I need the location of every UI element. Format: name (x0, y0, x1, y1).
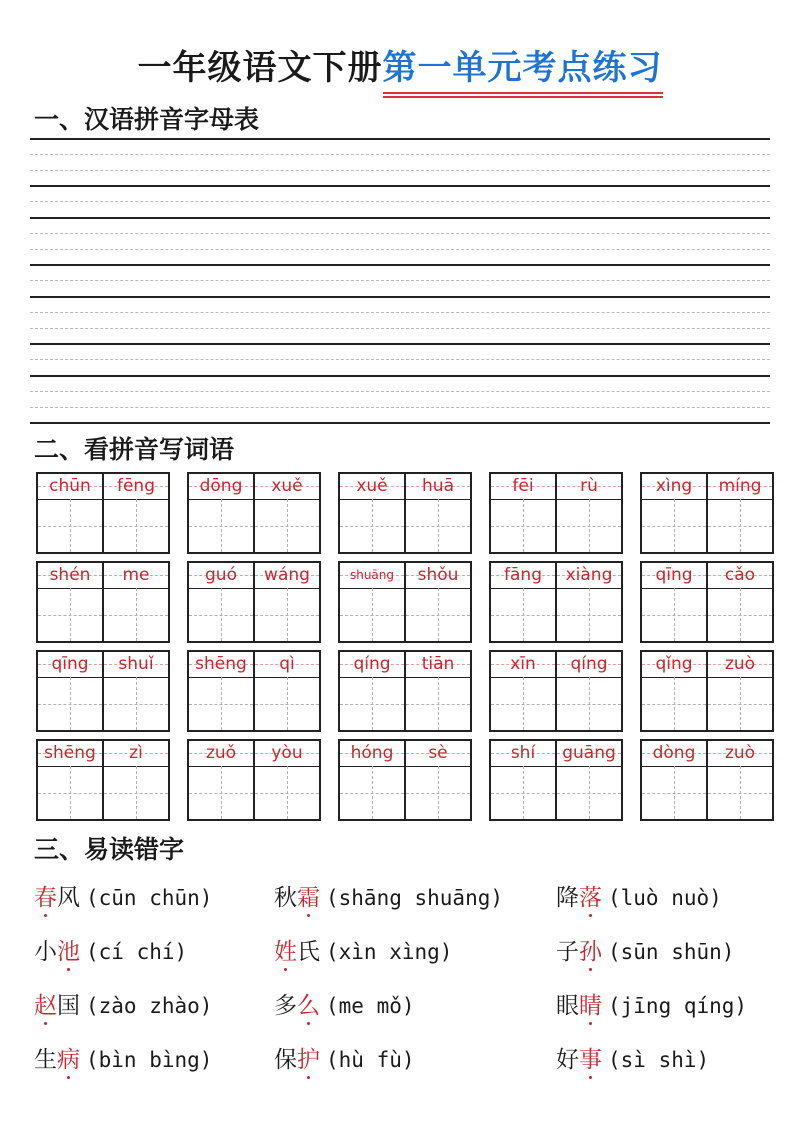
pinyin-choices[interactable]: (bìn bìng) (86, 1047, 213, 1072)
pinyin-label (708, 474, 772, 500)
tianzige-box[interactable] (491, 499, 555, 552)
pinyin-text: shǒu (417, 565, 459, 585)
misread-item (274, 933, 556, 966)
char-cell[interactable] (491, 563, 555, 641)
tianzige-box[interactable] (708, 766, 772, 819)
char-cell[interactable] (706, 474, 772, 552)
pinyin-text: huā (422, 476, 454, 496)
tianzige-box[interactable] (189, 499, 253, 552)
misread-item (34, 933, 274, 966)
misread-item (274, 987, 556, 1020)
pinyin-text: rù (580, 476, 598, 496)
pinyin-text: yòu (271, 743, 303, 763)
pinyin-label (406, 563, 470, 589)
tianzige-box[interactable] (406, 677, 470, 730)
word-box (36, 561, 170, 643)
word-char: 国 (57, 992, 80, 1019)
misread-item (274, 1041, 556, 1074)
char-cell[interactable] (38, 474, 102, 552)
char-cell[interactable] (491, 652, 555, 730)
char-cell[interactable] (189, 652, 253, 730)
word-char: 落 (579, 884, 602, 911)
pinyin-text: shén (49, 565, 91, 585)
title-underline (383, 92, 663, 94)
pinyin-label (255, 474, 319, 500)
pinyin-text: míng (718, 476, 762, 496)
misread-item (34, 879, 274, 912)
char-cell[interactable] (404, 563, 470, 641)
char-cell[interactable] (706, 563, 772, 641)
tianzige-box[interactable] (104, 588, 168, 641)
tianzige-box[interactable] (340, 766, 404, 819)
char-cell[interactable] (189, 741, 253, 819)
tianzige-box[interactable] (406, 766, 470, 819)
word-box (36, 650, 170, 732)
grid-row (36, 650, 776, 739)
pinyin-text: xīn (510, 654, 536, 674)
pinyin-label (642, 741, 706, 767)
section2-heading: 二、看拼音写词语 (34, 435, 235, 464)
char-cell[interactable] (642, 652, 706, 730)
pinyin-label (38, 741, 102, 767)
tianzige-box[interactable] (491, 588, 555, 641)
pinyin-text: xuě (356, 476, 388, 496)
char-cell[interactable] (491, 741, 555, 819)
misread-row (34, 976, 784, 1030)
writing-band[interactable] (30, 375, 770, 425)
char-cell[interactable] (404, 741, 470, 819)
tianzige-box[interactable] (491, 677, 555, 730)
char-cell[interactable] (555, 563, 621, 641)
word-char: 子 (556, 938, 579, 965)
tianzige-box[interactable] (255, 677, 319, 730)
pinyin-label (557, 652, 621, 678)
tianzige-box[interactable] (255, 588, 319, 641)
tianzige-box[interactable] (340, 677, 404, 730)
misread-row (34, 868, 784, 922)
char-cell[interactable] (642, 563, 706, 641)
char-cell[interactable] (340, 741, 404, 819)
writing-band[interactable] (30, 138, 770, 217)
tianzige-box[interactable] (642, 588, 706, 641)
pinyin-text: qíng (570, 654, 608, 674)
pinyin-label (255, 741, 319, 767)
pinyin-text: hóng (350, 743, 394, 763)
pinyin-label (104, 563, 168, 589)
pinyin-choices[interactable]: (hù fù) (326, 1047, 415, 1072)
pinyin-label (189, 563, 253, 589)
pinyin-choices[interactable]: (jīng qíng) (608, 993, 748, 1018)
word-char: 氏 (297, 938, 320, 965)
tianzige-box[interactable] (189, 677, 253, 730)
tianzige-box[interactable] (557, 588, 621, 641)
misread-item (556, 1041, 784, 1074)
pinyin-text: fēi (512, 476, 534, 496)
grid-row (36, 561, 776, 650)
char-cell[interactable] (706, 741, 772, 819)
word-char: 多 (274, 992, 297, 1019)
pinyin-label (491, 652, 555, 678)
word-char: 池 (57, 938, 80, 965)
pinyin-text: qīng (51, 654, 89, 674)
pinyin-text: xìng (655, 476, 693, 496)
tianzige-box[interactable] (642, 677, 706, 730)
tianzige-box[interactable] (557, 677, 621, 730)
writing-band[interactable] (30, 296, 770, 375)
word-char: 事 (579, 1046, 602, 1073)
char-cell[interactable] (404, 652, 470, 730)
word-char: 么 (297, 992, 320, 1019)
pinyin-text: xiàng (565, 565, 613, 585)
pinyin-text: wáng (264, 565, 310, 585)
tianzige-box[interactable] (406, 499, 470, 552)
tianzige-box[interactable] (255, 499, 319, 552)
tianzige-box[interactable] (557, 499, 621, 552)
title-part2-text: 第一单元考点练习 (382, 48, 663, 88)
char-cell[interactable] (253, 652, 319, 730)
tianzige-box[interactable] (189, 766, 253, 819)
pinyin-text: qì (279, 654, 295, 674)
word-char: 孙 (579, 938, 602, 965)
tianzige-box[interactable] (557, 766, 621, 819)
word-char: 生 (34, 1046, 57, 1073)
char-cell[interactable] (253, 474, 319, 552)
char-cell[interactable] (491, 474, 555, 552)
misread-item (34, 987, 274, 1020)
word-box (640, 561, 774, 643)
word-box (187, 739, 321, 821)
word-char: 春 (34, 884, 57, 911)
word-box (489, 561, 623, 643)
pinyin-label (406, 474, 470, 500)
word-char: 睛 (579, 992, 602, 1019)
pinyin-choices[interactable]: (cūn chūn) (86, 885, 213, 910)
pinyin-choices[interactable]: (sūn shūn) (608, 939, 735, 964)
pinyin-text: cǎo (724, 565, 756, 585)
tianzige-box[interactable] (38, 766, 102, 819)
word-box (187, 650, 321, 732)
tianzige-box[interactable] (406, 588, 470, 641)
pinyin-label (642, 474, 706, 500)
word-box (489, 739, 623, 821)
char-cell[interactable] (555, 652, 621, 730)
pinyin-text: shuāng (349, 568, 395, 582)
tianzige-box[interactable] (340, 588, 404, 641)
pinyin-text: sè (428, 743, 448, 763)
misread-item (556, 933, 784, 966)
char-cell[interactable] (555, 474, 621, 552)
word-char: 护 (297, 1046, 320, 1073)
pinyin-label (557, 474, 621, 500)
tianzige-box[interactable] (255, 766, 319, 819)
pinyin-text: shí (510, 743, 536, 763)
word-char: 降 (556, 884, 579, 911)
title-part2 (383, 48, 663, 88)
pinyin-label (38, 563, 102, 589)
word-box (187, 472, 321, 554)
pinyin-text: tiān (421, 654, 455, 674)
word-box (338, 739, 472, 821)
char-cell[interactable] (38, 741, 102, 819)
pinyin-label (642, 652, 706, 678)
tianzige-box[interactable] (104, 499, 168, 552)
pinyin-label (491, 741, 555, 767)
pinyin-label (104, 474, 168, 500)
pinyin-choices[interactable]: (zào zhào) (86, 993, 213, 1018)
pinyin-text: qíng (353, 654, 391, 674)
pinyin-writing-grid (36, 472, 776, 828)
word-char: 病 (57, 1046, 80, 1073)
pinyin-text: shuǐ (118, 654, 154, 674)
pinyin-text: zuò (724, 654, 756, 674)
char-cell[interactable] (253, 563, 319, 641)
pinyin-label (491, 563, 555, 589)
pinyin-text: zuò (724, 743, 756, 763)
word-char: 小 (34, 938, 57, 965)
tianzige-box[interactable] (189, 588, 253, 641)
pinyin-label (708, 652, 772, 678)
tianzige-box[interactable] (38, 677, 102, 730)
char-cell[interactable] (340, 652, 404, 730)
tianzige-box[interactable] (340, 499, 404, 552)
word-box (187, 561, 321, 643)
misread-row (34, 1030, 784, 1084)
misread-item (556, 879, 784, 912)
char-cell[interactable] (189, 563, 253, 641)
word-box (36, 739, 170, 821)
char-cell[interactable] (38, 652, 102, 730)
pinyin-label (104, 652, 168, 678)
tianzige-box[interactable] (642, 766, 706, 819)
char-cell[interactable] (555, 741, 621, 819)
word-char: 姓 (274, 938, 297, 965)
pinyin-text: fāng (504, 565, 542, 585)
title-part1: 一年级语文下册 (137, 48, 383, 88)
grid-row (36, 472, 776, 561)
pinyin-text: dōng (199, 476, 243, 496)
char-cell[interactable] (102, 474, 168, 552)
word-box (489, 650, 623, 732)
pinyin-choices[interactable]: (xìn xìng) (326, 939, 453, 964)
grid-row (36, 739, 776, 828)
pinyin-label (104, 741, 168, 767)
pinyin-label (255, 563, 319, 589)
char-cell[interactable] (642, 474, 706, 552)
pinyin-label (557, 563, 621, 589)
title-underline-2 (383, 96, 663, 98)
char-cell[interactable] (38, 563, 102, 641)
pinyin-label (340, 741, 404, 767)
char-cell[interactable] (189, 474, 253, 552)
pinyin-text: shēng (195, 654, 247, 674)
pinyin-label (189, 741, 253, 767)
word-box (36, 472, 170, 554)
word-char: 赵 (34, 992, 57, 1019)
word-char: 保 (274, 1046, 297, 1073)
pinyin-text: shēng (44, 743, 96, 763)
pinyin-label (406, 741, 470, 767)
tianzige-box[interactable] (104, 766, 168, 819)
pinyin-label (189, 474, 253, 500)
pinyin-label (340, 474, 404, 500)
pinyin-text: guó (205, 565, 237, 585)
pinyin-label (406, 652, 470, 678)
char-cell[interactable] (340, 474, 404, 552)
pinyin-text: dòng (652, 743, 696, 763)
char-cell[interactable] (102, 741, 168, 819)
pinyin-label (38, 652, 102, 678)
word-char: 好 (556, 1046, 579, 1073)
alphabet-writing-lines[interactable] (30, 138, 770, 428)
word-box (640, 650, 774, 732)
word-box (640, 472, 774, 554)
pinyin-text: xuě (271, 476, 303, 496)
word-box (338, 472, 472, 554)
pinyin-label (340, 652, 404, 678)
tianzige-box[interactable] (104, 677, 168, 730)
pinyin-label (708, 563, 772, 589)
page-title (0, 40, 800, 89)
section3-heading: 三、易读错字 (34, 835, 185, 864)
pinyin-label (38, 474, 102, 500)
misread-row (34, 922, 784, 976)
pinyin-text: me (122, 565, 150, 585)
pinyin-label (642, 563, 706, 589)
pinyin-choices[interactable]: (sì shì) (608, 1047, 710, 1072)
pinyin-label (340, 563, 404, 589)
pinyin-label (491, 474, 555, 500)
misread-item (556, 987, 784, 1020)
pinyin-text: qīng (655, 565, 693, 585)
word-box (640, 739, 774, 821)
pinyin-text: fēng (116, 476, 155, 496)
tianzige-box[interactable] (708, 588, 772, 641)
pinyin-choices[interactable]: (me mǒ) (326, 993, 415, 1018)
pinyin-label (557, 741, 621, 767)
char-cell[interactable] (102, 563, 168, 641)
pinyin-choices[interactable]: (luò nuò) (608, 885, 722, 910)
pinyin-label (708, 741, 772, 767)
misread-item (34, 1041, 274, 1074)
pinyin-label (255, 652, 319, 678)
word-char: 风 (57, 884, 80, 911)
word-char: 秋 (274, 884, 297, 911)
pinyin-choices[interactable]: (cí chí) (86, 939, 188, 964)
word-char: 眼 (556, 992, 579, 1019)
word-box (338, 650, 472, 732)
tianzige-box[interactable] (491, 766, 555, 819)
pinyin-text: guāng (562, 743, 616, 763)
pinyin-text: zì (129, 743, 143, 763)
char-cell[interactable] (642, 741, 706, 819)
tianzige-box[interactable] (708, 499, 772, 552)
tianzige-box[interactable] (38, 499, 102, 552)
pinyin-choices[interactable]: (shāng shuāng) (326, 885, 504, 910)
writing-band[interactable] (30, 217, 770, 296)
pinyin-text: qǐng (655, 654, 693, 674)
char-cell[interactable] (404, 474, 470, 552)
char-cell[interactable] (102, 652, 168, 730)
pinyin-label (189, 652, 253, 678)
tianzige-box[interactable] (38, 588, 102, 641)
word-char: 霜 (297, 884, 320, 911)
pinyin-text: zuǒ (205, 743, 237, 763)
tianzige-box[interactable] (708, 677, 772, 730)
word-box (489, 472, 623, 554)
word-box (338, 561, 472, 643)
char-cell[interactable] (706, 652, 772, 730)
tianzige-box[interactable] (642, 499, 706, 552)
pinyin-text: chūn (49, 476, 91, 496)
char-cell[interactable] (340, 563, 404, 641)
section1-heading: 一、汉语拼音字母表 (34, 105, 260, 134)
char-cell[interactable] (253, 741, 319, 819)
easy-misread-list (34, 868, 784, 1084)
misread-item (274, 879, 556, 912)
